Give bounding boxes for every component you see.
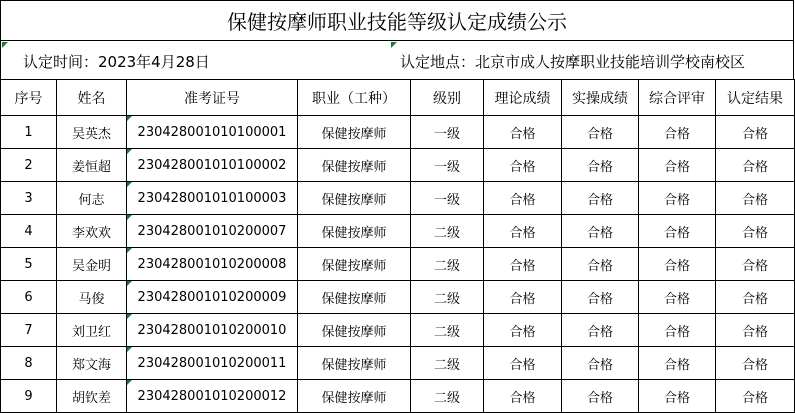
cell-index	[1, 380, 57, 413]
cell-exam-id	[127, 248, 298, 281]
cell-text: 4	[24, 223, 33, 239]
cell-text: 吴金明	[71, 258, 111, 274]
cell-result	[716, 380, 795, 413]
cell-marker-icon	[127, 248, 132, 253]
cell-text: 合格	[741, 126, 768, 142]
table-body	[1, 116, 795, 413]
cell-text: 合格	[509, 126, 536, 142]
cell-marker-icon	[127, 182, 132, 187]
table-row	[1, 248, 795, 281]
cell-text: 合格	[663, 291, 690, 307]
cell-practical-score	[562, 380, 639, 413]
cell-text: 合格	[663, 324, 690, 340]
cell-text: 合格	[663, 390, 690, 406]
cell-text: 保健按摩师	[321, 192, 387, 208]
cell-text: 合格	[586, 225, 613, 241]
cell-level	[411, 149, 484, 182]
cell-text: 二级	[433, 258, 460, 274]
cell-index	[1, 215, 57, 248]
cell-level	[411, 380, 484, 413]
cell-text: 1	[24, 124, 33, 140]
cell-text: 合格	[741, 291, 768, 307]
cell-text: 李欢欢	[71, 225, 111, 241]
cell-marker-icon	[127, 116, 132, 121]
cell-text: 合格	[741, 258, 768, 274]
table-row	[1, 281, 795, 314]
header-name: 姓名	[57, 80, 127, 116]
location-text: 认定地点：北京市成人按摩职业技能培训学校南校区	[400, 53, 746, 71]
cell-practical-score	[562, 182, 639, 215]
cell-text: 保健按摩师	[321, 225, 387, 241]
cell-text: 合格	[509, 390, 536, 406]
cell-result	[716, 281, 795, 314]
cell-text: 保健按摩师	[321, 324, 387, 340]
cell-practical-score	[562, 116, 639, 149]
cell-occupation	[298, 347, 411, 380]
cell-name	[57, 116, 127, 149]
cell-text: 合格	[663, 225, 690, 241]
cell-occupation	[298, 182, 411, 215]
header-theory-score: 理论成绩	[484, 80, 562, 116]
cell-exam-id	[127, 182, 298, 215]
cell-level	[411, 248, 484, 281]
cell-text: 二级	[433, 390, 460, 406]
cell-practical-score	[562, 215, 639, 248]
cell-text: 合格	[586, 324, 613, 340]
cell-exam-id	[127, 149, 298, 182]
cell-name	[57, 215, 127, 248]
cell-theory-score	[484, 116, 562, 149]
cell-occupation	[298, 149, 411, 182]
cell-exam-id	[127, 347, 298, 380]
cell-index	[1, 116, 57, 149]
cell-theory-score	[484, 215, 562, 248]
cell-text: 二级	[433, 291, 460, 307]
cell-marker-icon	[127, 215, 132, 220]
page-title: 保健按摩师职业技能等级认定成绩公示	[0, 0, 794, 41]
cell-text: 合格	[586, 192, 613, 208]
cell-theory-score	[484, 182, 562, 215]
header-index: 序号	[1, 80, 57, 116]
cell-comprehensive-review	[639, 182, 716, 215]
cell-text: 保健按摩师	[321, 357, 387, 373]
cell-exam-id	[127, 281, 298, 314]
cell-name	[57, 380, 127, 413]
cell-result	[716, 215, 795, 248]
cell-text: 保健按摩师	[321, 291, 387, 307]
cell-index	[1, 149, 57, 182]
cell-practical-score	[562, 149, 639, 182]
cell-comprehensive-review	[639, 347, 716, 380]
cell-text: 230428001010200009	[137, 289, 287, 305]
cell-text: 合格	[741, 390, 768, 406]
cell-level	[411, 116, 484, 149]
cell-text: 合格	[586, 126, 613, 142]
cell-text: 合格	[741, 159, 768, 175]
cell-marker-icon	[127, 380, 132, 385]
cell-text: 230428001010200012	[137, 388, 287, 404]
cell-text: 3	[24, 190, 33, 206]
table-row	[1, 380, 795, 413]
cell-theory-score	[484, 347, 562, 380]
table-row	[1, 149, 795, 182]
cell-exam-id	[127, 380, 298, 413]
cell-text: 230428001010200008	[137, 256, 287, 272]
cell-text: 230428001010100002	[137, 157, 287, 173]
cell-text: 合格	[663, 357, 690, 373]
cell-comprehensive-review	[639, 116, 716, 149]
cell-level	[411, 347, 484, 380]
cell-result	[716, 116, 795, 149]
cell-text: 合格	[509, 324, 536, 340]
cell-marker-icon	[127, 347, 132, 352]
cell-text: 二级	[433, 324, 460, 340]
cell-text: 保健按摩师	[321, 390, 387, 406]
cell-comprehensive-review	[639, 248, 716, 281]
cell-marker-icon	[2, 42, 8, 48]
cell-text: 合格	[509, 225, 536, 241]
cell-comprehensive-review	[639, 281, 716, 314]
cell-exam-id	[127, 116, 298, 149]
header-practical-score: 实操成绩	[562, 80, 639, 116]
results-table	[0, 79, 795, 413]
cell-text: 合格	[663, 159, 690, 175]
cell-text: 合格	[509, 159, 536, 175]
cell-name	[57, 347, 127, 380]
cell-text: 7	[24, 322, 33, 338]
cell-text: 胡钦差	[71, 390, 111, 406]
cell-level	[411, 182, 484, 215]
cell-occupation	[298, 281, 411, 314]
cell-theory-score	[484, 149, 562, 182]
cell-text: 6	[24, 289, 33, 305]
cell-marker-icon	[127, 314, 132, 319]
cell-text: 一级	[433, 126, 460, 142]
table-row	[1, 215, 795, 248]
cell-text: 合格	[509, 291, 536, 307]
table-row	[1, 347, 795, 380]
cell-text: 合格	[741, 324, 768, 340]
cell-marker-icon	[127, 149, 132, 154]
cell-comprehensive-review	[639, 149, 716, 182]
cell-index	[1, 347, 57, 380]
cell-exam-id	[127, 314, 298, 347]
cell-occupation	[298, 116, 411, 149]
cell-text: 一级	[433, 159, 460, 175]
cell-text: 一级	[433, 192, 460, 208]
cell-text: 合格	[586, 390, 613, 406]
cell-text: 合格	[741, 225, 768, 241]
date-text: 认定时间：2023年4月28日	[23, 53, 210, 71]
cell-practical-score	[562, 248, 639, 281]
cell-index	[1, 182, 57, 215]
cell-text: 合格	[663, 258, 690, 274]
cell-practical-score	[562, 314, 639, 347]
table-row	[1, 182, 795, 215]
header-level: 级别	[411, 80, 484, 116]
cell-text: 2	[24, 157, 33, 173]
cell-text: 保健按摩师	[321, 126, 387, 142]
cell-theory-score	[484, 248, 562, 281]
header-result: 认定结果	[716, 80, 795, 116]
cell-comprehensive-review	[639, 380, 716, 413]
cell-text: 230428001010100003	[137, 190, 287, 206]
cell-text: 姜恒超	[71, 159, 111, 175]
cell-text: 二级	[433, 225, 460, 241]
cell-text: 刘卫红	[71, 324, 111, 340]
cell-level	[411, 314, 484, 347]
cell-text: 230428001010200007	[137, 223, 287, 239]
cell-name	[57, 314, 127, 347]
cell-comprehensive-review	[639, 215, 716, 248]
table-row	[1, 314, 795, 347]
cell-text: 吴英杰	[71, 126, 111, 142]
cell-practical-score	[562, 347, 639, 380]
cell-text: 合格	[586, 159, 613, 175]
cell-result	[716, 248, 795, 281]
header-comprehensive-review: 综合评审	[639, 80, 716, 116]
cell-marker-icon	[391, 42, 397, 48]
header-occupation: 职业（工种）	[298, 80, 411, 116]
cell-exam-id	[127, 215, 298, 248]
cell-result	[716, 347, 795, 380]
cell-text: 合格	[741, 192, 768, 208]
cell-text: 230428001010100001	[137, 124, 287, 140]
cell-comprehensive-review	[639, 314, 716, 347]
cell-practical-score	[562, 281, 639, 314]
cell-name	[57, 281, 127, 314]
cell-theory-score	[484, 314, 562, 347]
cell-text: 保健按摩师	[321, 258, 387, 274]
table-header-row	[1, 80, 795, 116]
cell-text: 合格	[741, 357, 768, 373]
cell-text: 合格	[586, 357, 613, 373]
cell-text: 合格	[509, 357, 536, 373]
cell-text: 合格	[509, 258, 536, 274]
cell-occupation	[298, 248, 411, 281]
cell-text: 保健按摩师	[321, 159, 387, 175]
cell-occupation	[298, 215, 411, 248]
cell-text: 230428001010200010	[137, 322, 287, 338]
cell-text: 何志	[78, 192, 105, 208]
cell-text: 合格	[509, 192, 536, 208]
cell-index	[1, 314, 57, 347]
cell-name	[57, 182, 127, 215]
cell-text: 郑文海	[71, 357, 111, 373]
cell-marker-icon	[127, 281, 132, 286]
cell-result	[716, 314, 795, 347]
info-bar	[0, 41, 794, 79]
cell-occupation	[298, 314, 411, 347]
cell-theory-score	[484, 281, 562, 314]
cell-text: 二级	[433, 357, 460, 373]
cell-occupation	[298, 380, 411, 413]
cell-text: 合格	[663, 192, 690, 208]
table-row	[1, 116, 795, 149]
cell-index	[1, 281, 57, 314]
cell-text: 马俊	[78, 291, 105, 307]
cell-text: 8	[24, 355, 33, 371]
cell-text: 5	[24, 256, 33, 272]
cell-text: 230428001010200011	[137, 355, 287, 371]
cell-name	[57, 149, 127, 182]
header-exam-id: 准考证号	[127, 80, 298, 116]
cell-result	[716, 182, 795, 215]
cell-name	[57, 248, 127, 281]
cell-level	[411, 215, 484, 248]
cell-text: 合格	[663, 126, 690, 142]
cell-text: 合格	[586, 291, 613, 307]
cell-text: 9	[24, 388, 33, 404]
cell-index	[1, 248, 57, 281]
cell-level	[411, 281, 484, 314]
cell-result	[716, 149, 795, 182]
cell-text: 合格	[586, 258, 613, 274]
cell-theory-score	[484, 380, 562, 413]
